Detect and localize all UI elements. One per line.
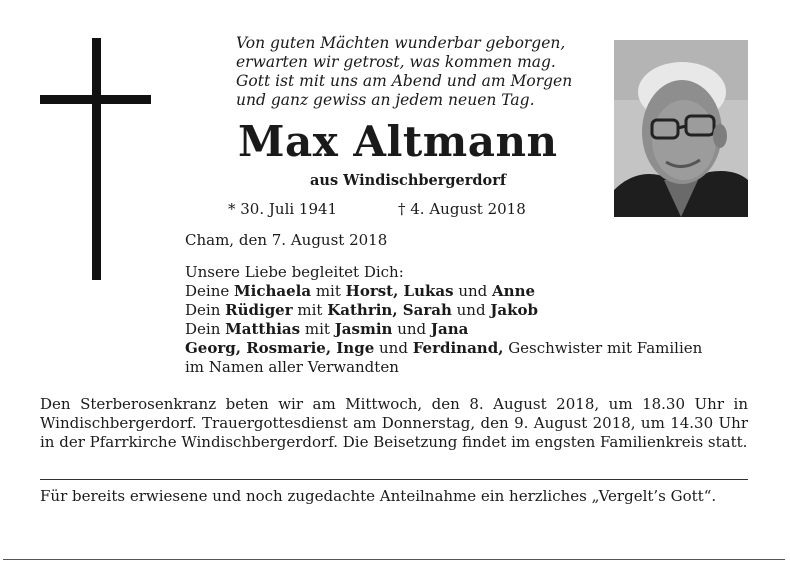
family-name: Ferdinand,: [412, 339, 504, 357]
family-name: Horst, Lukas: [345, 282, 454, 300]
birth-date: * 30. Juli 1941: [228, 200, 338, 218]
family-line: [185, 320, 702, 339]
thanks-text: Für bereits erwiesene und noch zugedachte Anteilnahme ein herzliches „Vergelt’s Gott“.: [40, 487, 717, 505]
family-name: Kathrin, Sarah: [327, 301, 452, 319]
poem-line: Gott ist mit uns am Abend und am Morgen: [236, 72, 573, 90]
family-connector: und: [374, 339, 413, 357]
family-connector: und: [453, 282, 493, 300]
cross-icon-vertical: [92, 38, 101, 280]
family-name: Jakob: [490, 301, 539, 319]
death-date: † 4. August 2018: [398, 200, 526, 218]
family-connector: mit: [300, 320, 335, 338]
portrait-image: [614, 40, 748, 217]
place-and-date: Cham, den 7. August 2018: [185, 231, 388, 249]
family-name: Jana: [430, 320, 469, 338]
poem: [236, 34, 596, 110]
family-connector: Geschwister mit Familien: [503, 339, 703, 357]
family-list: [185, 263, 702, 377]
family-name: Georg, Rosmarie, Inge: [185, 339, 375, 357]
family-connector: und: [392, 320, 431, 338]
family-connector: Dein: [185, 301, 226, 319]
family-connector: mit: [292, 301, 328, 319]
family-connector: und: [451, 301, 491, 319]
family-name: Michaela: [234, 282, 312, 300]
family-name: Anne: [492, 282, 536, 300]
poem-line: erwarten wir getrost, was kommen mag.: [236, 53, 556, 71]
cross-icon-horizontal: [40, 95, 151, 104]
family-line: [185, 301, 702, 320]
family-line: [185, 282, 702, 301]
divider: [40, 479, 748, 480]
poem-line: und ganz gewiss an jedem neuen Tag.: [236, 91, 535, 109]
family-intro: Unsere Liebe begleitet Dich:: [185, 263, 404, 281]
portrait-photo: [614, 40, 748, 217]
family-connector: mit: [311, 282, 346, 300]
deceased-name: Max Altmann: [238, 117, 558, 166]
service-info: Den Sterberosenkranz beten wir am Mittwoch, den 8. August 2018, um 18.30 Uhr in Windischbergerdorf. Trauergottesdienst am Donnerstag, den 9. August 2018, um 14.30 Uhr in der Pfarrkirche Windischbergerdorf. Die Beisetzung findet im engsten Familienkreis statt.: [40, 395, 748, 451]
deceased-origin: aus Windischbergerdorf: [310, 172, 507, 189]
family-closing: im Namen aller Verwandten: [185, 358, 399, 376]
family-connector: Deine: [185, 282, 235, 300]
family-connector: Dein: [185, 320, 226, 338]
family-name: Jasmin: [334, 320, 393, 338]
family-name: Rüdiger: [225, 301, 293, 319]
family-name: Matthias: [225, 320, 301, 338]
family-line: [185, 339, 702, 358]
poem-line: Von guten Mächten wunderbar geborgen,: [236, 34, 566, 52]
